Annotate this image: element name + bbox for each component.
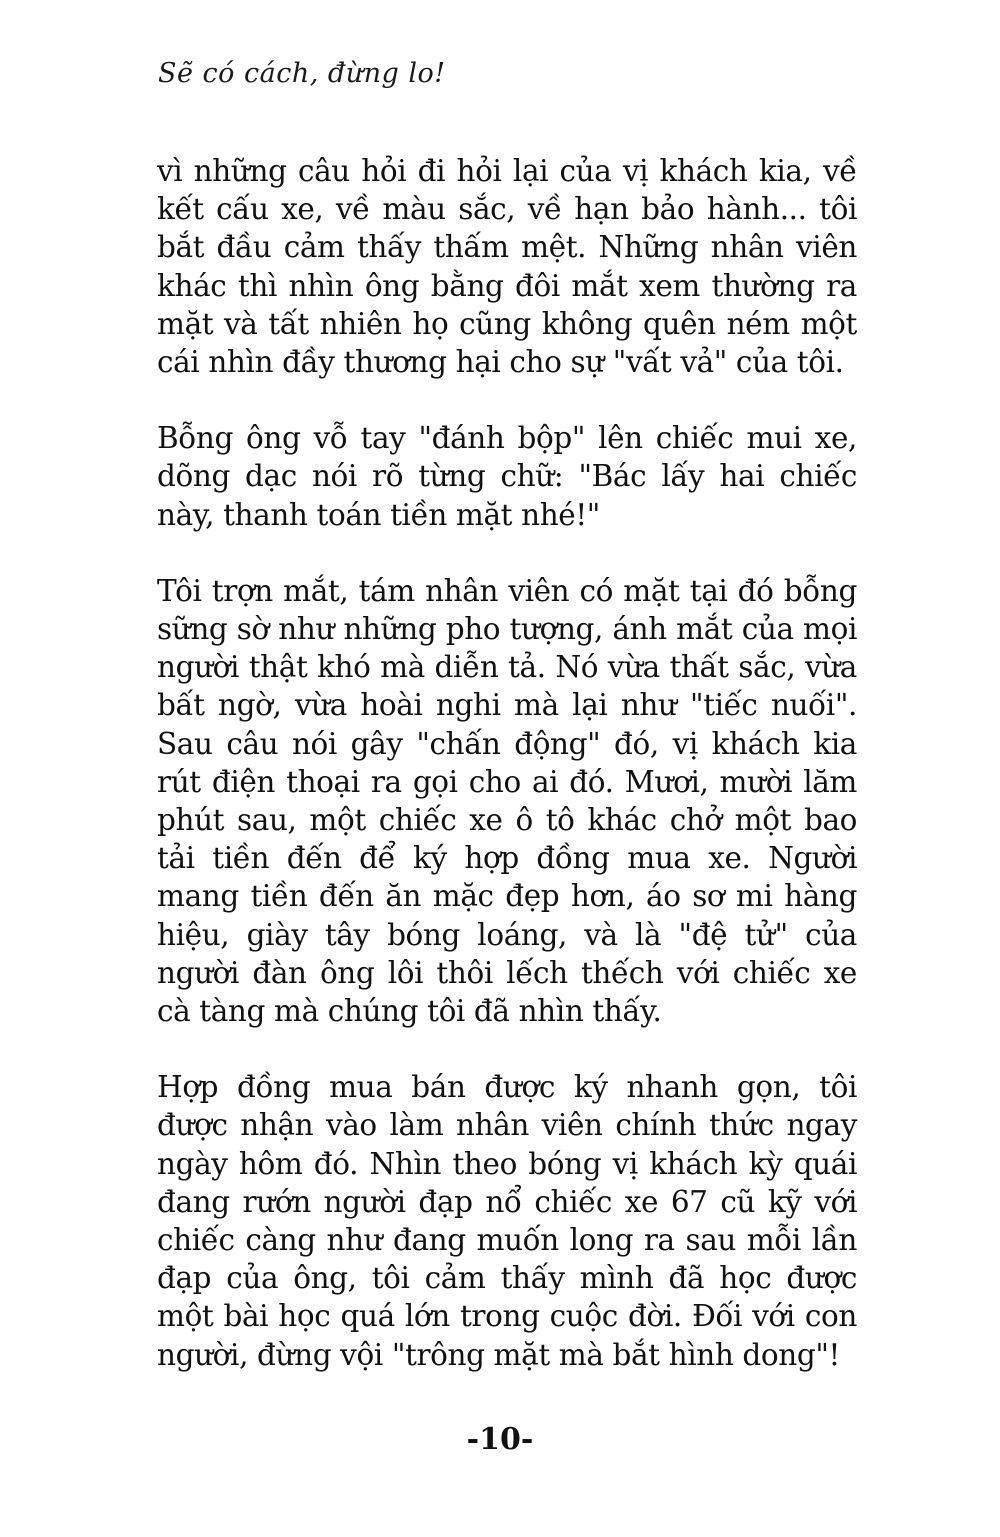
body-text	[157, 152, 857, 1412]
paragraph-1: vì những câu hỏi đi hỏi lại của vị khách kia, về kết cấu xe, về màu sắc, về hạn bảo hành... tôi bắt đầu cảm thấy thấm mệt. Những nhân viên khác thì nhìn ông bằng đôi mắt xem thường ra mặt và tất nhiên họ cũng không quên ném một cái nhìn đầy thương hại cho sự "vất vả" của tôi.	[157, 154, 857, 380]
paragraph-2: Bỗng ông vỗ tay "đánh bộp" lên chiếc mui xe, dõng dạc nói rõ từng chữ: "Bác lấy hai chiếc này, thanh toán tiền mặt nhé!"	[157, 421, 857, 532]
page-number: -10-	[466, 1422, 534, 1457]
paragraph-3: Tôi trợn mắt, tám nhân viên có mặt tại đó bỗng sững sờ như những pho tượng, ánh mắt của mọi người thật khó mà diễn tả. Nó vừa thất sắc, vừa bất ngờ, vừa hoài nghi mà lại như "tiếc nuối". Sau câu nói gây "chấn động" đó, vị khách kia rút điện thoại ra gọi cho ai đó. Mươi, mười lăm phút sau, một chiếc xe ô tô khác chở một bao tải tiền đến để ký hợp đồng mua xe. Người mang tiền đến ăn mặc đẹp hơn, áo sơ mi hàng hiệu, giày tây bóng loáng, và là "đệ tử" của người đàn ông lôi thôi lếch thếch với chiếc xe cà tàng mà chúng tôi đã nhìn thấy.	[157, 573, 857, 1029]
paragraph-4: Hợp đồng mua bán được ký nhanh gọn, tôi được nhận vào làm nhân viên chính thức ngay ngày hôm đó. Nhìn theo bóng vị khách kỳ quái đang rướn người đạp nổ chiếc xe 67 cũ kỹ với chiếc càng như đang muốn long ra sau mỗi lần đạp của ông, tôi cảm thấy mình đã học được một bài học quá lớn trong cuộc đời. Đối với con người, đừng vội "trông mặt mà bắt hình dong"!	[157, 1070, 857, 1372]
running-header-title: Sẽ có cách, đừng lo!	[158, 58, 446, 89]
